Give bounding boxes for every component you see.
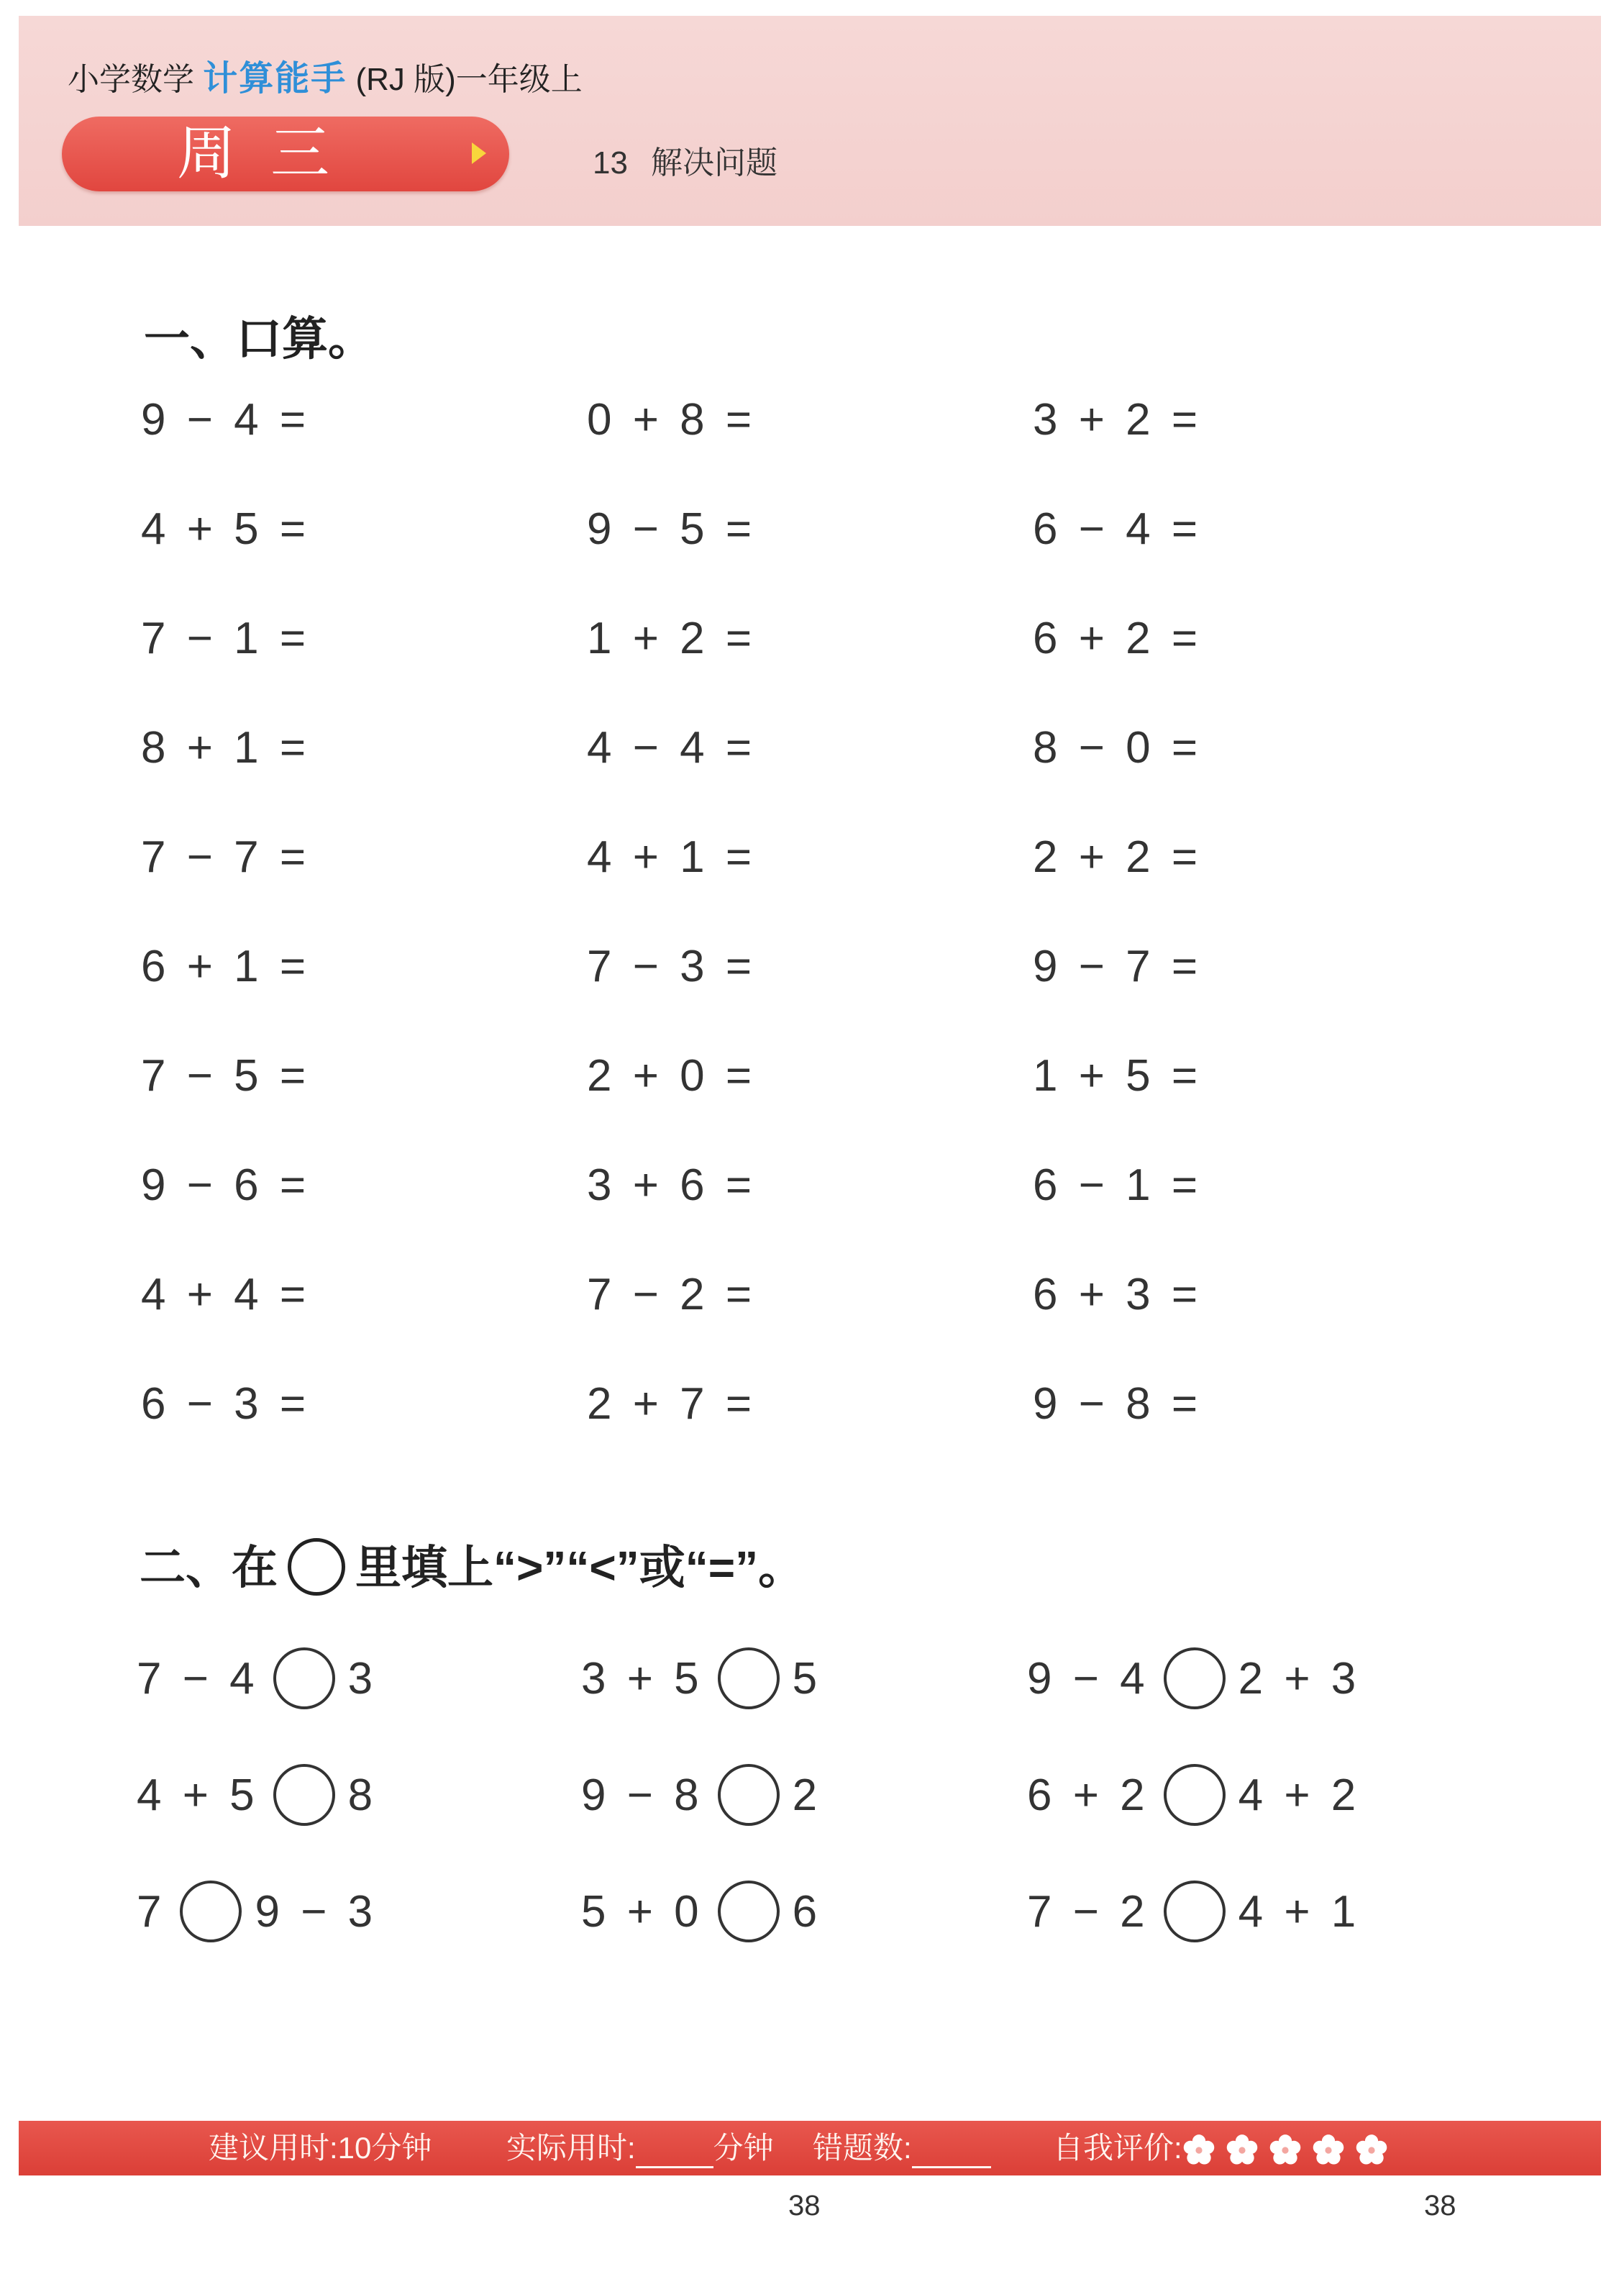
arithmetic-problem: 8 + 1 = [141,723,311,773]
flower-star-icon[interactable] [1355,2134,1388,2167]
comparison-left: 7 [137,1886,166,1937]
comparison-right: 9 − 3 [255,1886,378,1937]
arithmetic-problem: 3 + 2 = [1033,395,1203,445]
error-count-blank[interactable] [912,2137,991,2168]
arithmetic-problem: 9 − 5 = [587,504,757,554]
answer-circle[interactable] [1164,1881,1226,1942]
suggested-time: 建议用时:10分钟 [209,2131,432,2165]
play-arrow-icon [472,142,486,164]
arithmetic-problem: 1 + 5 = [1033,1051,1203,1101]
answer-circle[interactable] [718,1881,780,1942]
comparison-left: 5 + 0 [581,1886,703,1937]
arithmetic-problem: 7 − 2 = [587,1270,757,1319]
page-number-right: 38 [1424,2190,1456,2222]
comparison-problem [1027,1764,1360,1826]
comparison-left: 6 + 2 [1027,1770,1149,1820]
arithmetic-problem: 6 + 1 = [141,942,311,991]
answer-circle[interactable] [718,1764,780,1826]
flower-star-icon[interactable] [1226,2134,1259,2167]
actual-time [506,2128,774,2168]
actual-time-prefix: 实际用时: [506,2131,636,2165]
arithmetic-problem: 9 − 7 = [1033,942,1203,991]
arithmetic-problem: 4 + 4 = [141,1270,311,1319]
arithmetic-problem: 6 + 3 = [1033,1270,1203,1319]
rating-stars[interactable] [1182,2134,1388,2167]
lesson-number: 13 [593,145,628,181]
arithmetic-problem: 7 − 3 = [587,942,757,991]
arithmetic-problem: 4 + 1 = [587,832,757,882]
comparison-problem [137,1881,377,1942]
arithmetic-problem: 0 + 8 = [587,395,757,445]
comparison-problem [137,1647,377,1709]
arithmetic-problem: 4 + 5 = [141,504,311,554]
comparison-right: 6 [792,1886,822,1937]
arithmetic-problem: 3 + 6 = [587,1160,757,1210]
arithmetic-problem: 7 − 5 = [141,1051,311,1101]
arithmetic-problem: 8 − 0 = [1033,723,1203,773]
arithmetic-problem: 2 + 0 = [587,1051,757,1101]
arithmetic-problem: 4 − 4 = [587,723,757,773]
arithmetic-problem: 6 − 4 = [1033,504,1203,554]
comparison-problem [137,1764,377,1826]
section-2-title-after: 里填上“>”“<”或“=”。 [355,1542,805,1593]
comparison-left: 4 + 5 [137,1770,259,1820]
arithmetic-problem: 9 − 8 = [1033,1379,1203,1429]
day-pill [62,117,509,191]
arithmetic-problem: 9 − 4 = [141,395,311,445]
comparison-problem [581,1881,821,1942]
section-2-title [140,1531,804,1600]
comparison-left: 7 − 4 [137,1653,259,1704]
arithmetic-problem: 9 − 6 = [141,1160,311,1210]
answer-circle[interactable] [1164,1764,1226,1826]
section-2-title-before: 二、在 [140,1542,278,1593]
comparison-problem [581,1764,821,1826]
answer-circle[interactable] [718,1647,780,1709]
error-count [813,2128,991,2168]
book-title-highlight: 计算能手 [203,60,347,98]
arithmetic-problem: 6 − 3 = [141,1379,311,1429]
page-number-center: 38 [788,2190,821,2222]
self-evaluation-label: 自我评价: [1053,2131,1182,2165]
lesson-title [593,137,777,183]
error-count-label: 错题数: [813,2131,912,2165]
comparison-problem [1027,1647,1360,1709]
lesson-name: 解决问题 [650,145,777,181]
comparison-right: 8 [347,1770,378,1820]
flower-star-icon[interactable] [1182,2134,1215,2167]
comparison-right: 4 + 2 [1238,1770,1361,1820]
comparison-right: 2 + 3 [1238,1653,1361,1704]
flower-star-icon[interactable] [1312,2134,1345,2167]
comparison-right: 3 [347,1653,378,1704]
day-label: 周三 [176,121,364,186]
comparison-right: 5 [792,1653,822,1704]
actual-time-suffix: 分钟 [713,2131,774,2165]
arithmetic-problem: 7 − 7 = [141,832,311,882]
book-title-prefix: 小学数学 [68,62,194,97]
comparison-right: 4 + 1 [1238,1886,1361,1937]
comparison-problem [581,1647,821,1709]
circle-blank-icon [288,1538,345,1596]
comparison-left: 9 − 4 [1027,1653,1149,1704]
actual-time-blank[interactable] [636,2137,713,2168]
comparison-left: 9 − 8 [581,1770,703,1820]
answer-circle[interactable] [1164,1647,1226,1709]
arithmetic-problem: 1 + 2 = [587,614,757,663]
self-evaluation [1053,2128,1388,2168]
comparison-right: 2 [792,1770,822,1820]
answer-circle[interactable] [273,1764,335,1826]
arithmetic-problem: 2 + 2 = [1033,832,1203,882]
arithmetic-problem: 7 − 1 = [141,614,311,663]
answer-circle[interactable] [273,1647,335,1709]
book-title-suffix: (RJ 版)一年级上 [355,62,583,97]
arithmetic-problem: 2 + 7 = [587,1379,757,1429]
comparison-left: 7 − 2 [1027,1886,1149,1937]
flower-star-icon[interactable] [1269,2134,1302,2167]
arithmetic-problem: 6 + 2 = [1033,614,1203,663]
comparison-left: 3 + 5 [581,1653,703,1704]
answer-circle[interactable] [180,1881,242,1942]
comparison-problem [1027,1881,1360,1942]
book-title [68,50,583,100]
arithmetic-problem: 6 − 1 = [1033,1160,1203,1210]
section-1-title: 一、口算。 [144,313,374,365]
